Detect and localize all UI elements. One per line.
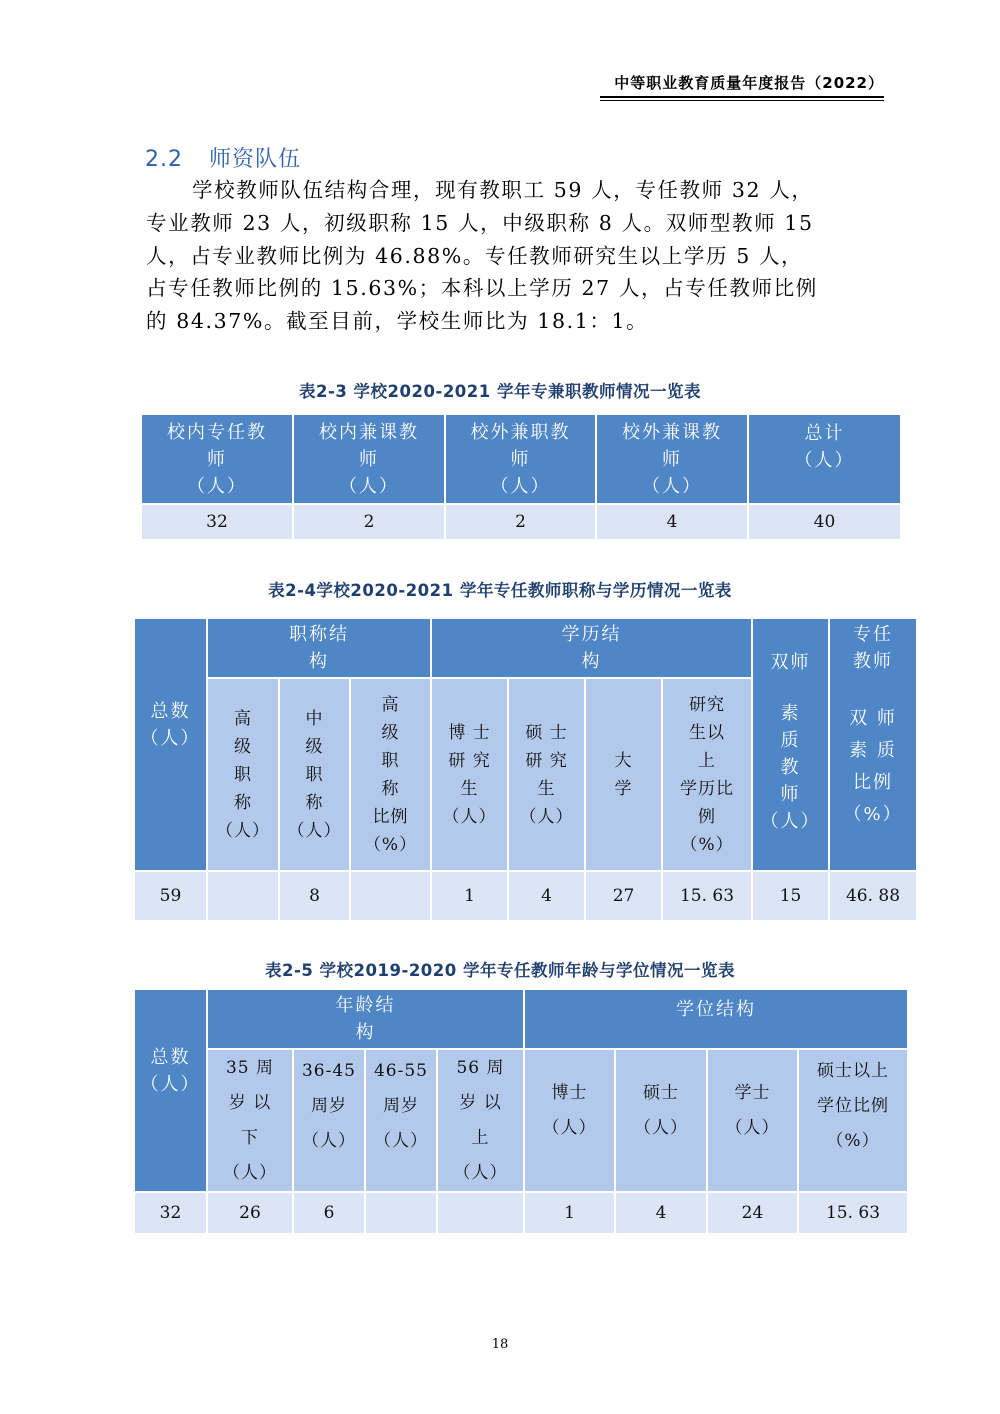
table-header-cell: 校外兼职教 师 （人） bbox=[445, 414, 596, 504]
table-cell: 2 bbox=[293, 504, 445, 540]
section-heading: 师资队伍 bbox=[209, 147, 302, 172]
age-structure-header: 年龄结 构 bbox=[207, 989, 524, 1049]
table-header-cell: 校内专任教 师 （人） bbox=[141, 414, 293, 504]
sub-header-master: 硕 士 研 究 生 （人） bbox=[508, 678, 585, 871]
table-header-cell: 校内兼课教 师 （人） bbox=[293, 414, 445, 504]
table-cell: 1 bbox=[524, 1192, 615, 1234]
education-structure-header: 学历结 构 bbox=[431, 618, 752, 678]
paragraph-line: 专业教师 23 人，初级职称 15 人，中级职称 8 人。双师型教师 15 bbox=[146, 210, 814, 235]
sub-header-doctor-degree: 博士 （人） bbox=[524, 1049, 615, 1192]
table-cell: 40 bbox=[748, 504, 901, 540]
table-cell: 2 bbox=[445, 504, 596, 540]
running-header: 中等职业教育质量年度报告（2022） bbox=[614, 74, 884, 92]
section-number: 2.2 bbox=[145, 147, 183, 172]
paragraph-line: 占专任教师比例的 15.63%；本科以上学历 27 人，占专任教师比例 bbox=[146, 276, 818, 301]
sub-header-bachelor-degree: 学士 （人） bbox=[707, 1049, 798, 1192]
header-rule-thin bbox=[600, 100, 884, 101]
table-cell bbox=[437, 1192, 524, 1234]
body-paragraph bbox=[146, 174, 866, 338]
table-header-cell: 校外兼课教 师 （人） bbox=[596, 414, 748, 504]
table-2-4 bbox=[133, 617, 918, 922]
table-cell: 24 bbox=[707, 1192, 798, 1234]
table-cell: 15 bbox=[752, 871, 829, 921]
sub-header-middle-title: 中 级 职 称 （人） bbox=[279, 678, 350, 871]
table-cell bbox=[350, 871, 431, 921]
title-structure-header: 职称结 构 bbox=[207, 618, 431, 678]
table-cell: 27 bbox=[585, 871, 662, 921]
dual-teacher-header: 双师 素 质 教 师 （人） bbox=[752, 618, 829, 871]
table-cell: 46. 88 bbox=[829, 871, 917, 921]
table-cell: 26 bbox=[207, 1192, 293, 1234]
section-title bbox=[145, 142, 301, 173]
sub-header-master-degree: 硕士 （人） bbox=[615, 1049, 707, 1192]
table-cell: 32 bbox=[134, 1192, 207, 1234]
table-cell: 59 bbox=[134, 871, 207, 921]
table-cell: 15. 63 bbox=[798, 1192, 908, 1234]
table-cell: 4 bbox=[615, 1192, 707, 1234]
table-cell: 32 bbox=[141, 504, 293, 540]
paragraph-line: 的 84.37%。截至目前，学校生师比为 18.1：1。 bbox=[146, 309, 649, 334]
sub-header-36-45: 36-45 周岁 （人） bbox=[293, 1049, 365, 1192]
table-2-5 bbox=[133, 988, 909, 1235]
paragraph-line: 学校教师队伍结构合理，现有教职工 59 人，专任教师 32 人， bbox=[192, 178, 814, 202]
table-cell: 1 bbox=[431, 871, 508, 921]
table-cell: 6 bbox=[293, 1192, 365, 1234]
table-header-cell: 总计 （人） bbox=[748, 414, 901, 504]
sub-header-under-35: 35 周 岁 以 下 （人） bbox=[207, 1049, 293, 1192]
table-cell bbox=[207, 871, 279, 921]
sub-header-senior-title: 高 级 职 称 （人） bbox=[207, 678, 279, 871]
sub-header-postgrad-ratio: 研究 生以 上 学历比 例 （%） bbox=[662, 678, 752, 871]
degree-structure-header: 学位结构 bbox=[524, 989, 908, 1049]
header-rule bbox=[600, 96, 884, 98]
table-cell: 8 bbox=[279, 871, 350, 921]
table-cell bbox=[365, 1192, 437, 1234]
table-2-3 bbox=[140, 413, 902, 541]
table-caption-2-3: 表2-3 学校2020-2021 学年专兼职教师情况一览表 bbox=[299, 382, 701, 401]
total-header: 总数 （人） bbox=[134, 618, 207, 871]
total-header: 总数 （人） bbox=[134, 989, 207, 1192]
sub-header-master-ratio: 硕士以上 学位比例 （%） bbox=[798, 1049, 908, 1192]
sub-header-over-56: 56 周 岁 以 上 （人） bbox=[437, 1049, 524, 1192]
sub-header-university: 大 学 bbox=[585, 678, 662, 871]
paragraph-line: 人，占专业教师比例为 46.88%。专任教师研究生以上学历 5 人， bbox=[146, 243, 804, 268]
sub-header-doctor: 博 士 研 究 生 （人） bbox=[431, 678, 508, 871]
page-number: 18 bbox=[491, 1337, 509, 1352]
table-caption-2-4: 表2-4学校2020-2021 学年专任教师职称与学历情况一览表 bbox=[268, 581, 732, 600]
table-cell: 4 bbox=[508, 871, 585, 921]
table-caption-2-5: 表2-5 学校2019-2020 学年专任教师年龄与学位情况一览表 bbox=[265, 961, 735, 980]
dual-ratio-header: 专任 教师 双 师 素 质 比例 （%） bbox=[829, 618, 917, 871]
sub-header-senior-ratio: 高 级 职 称 比例 （%） bbox=[350, 678, 431, 871]
sub-header-46-55: 46-55 周岁 （人） bbox=[365, 1049, 437, 1192]
table-cell: 15. 63 bbox=[662, 871, 752, 921]
table-cell: 4 bbox=[596, 504, 748, 540]
